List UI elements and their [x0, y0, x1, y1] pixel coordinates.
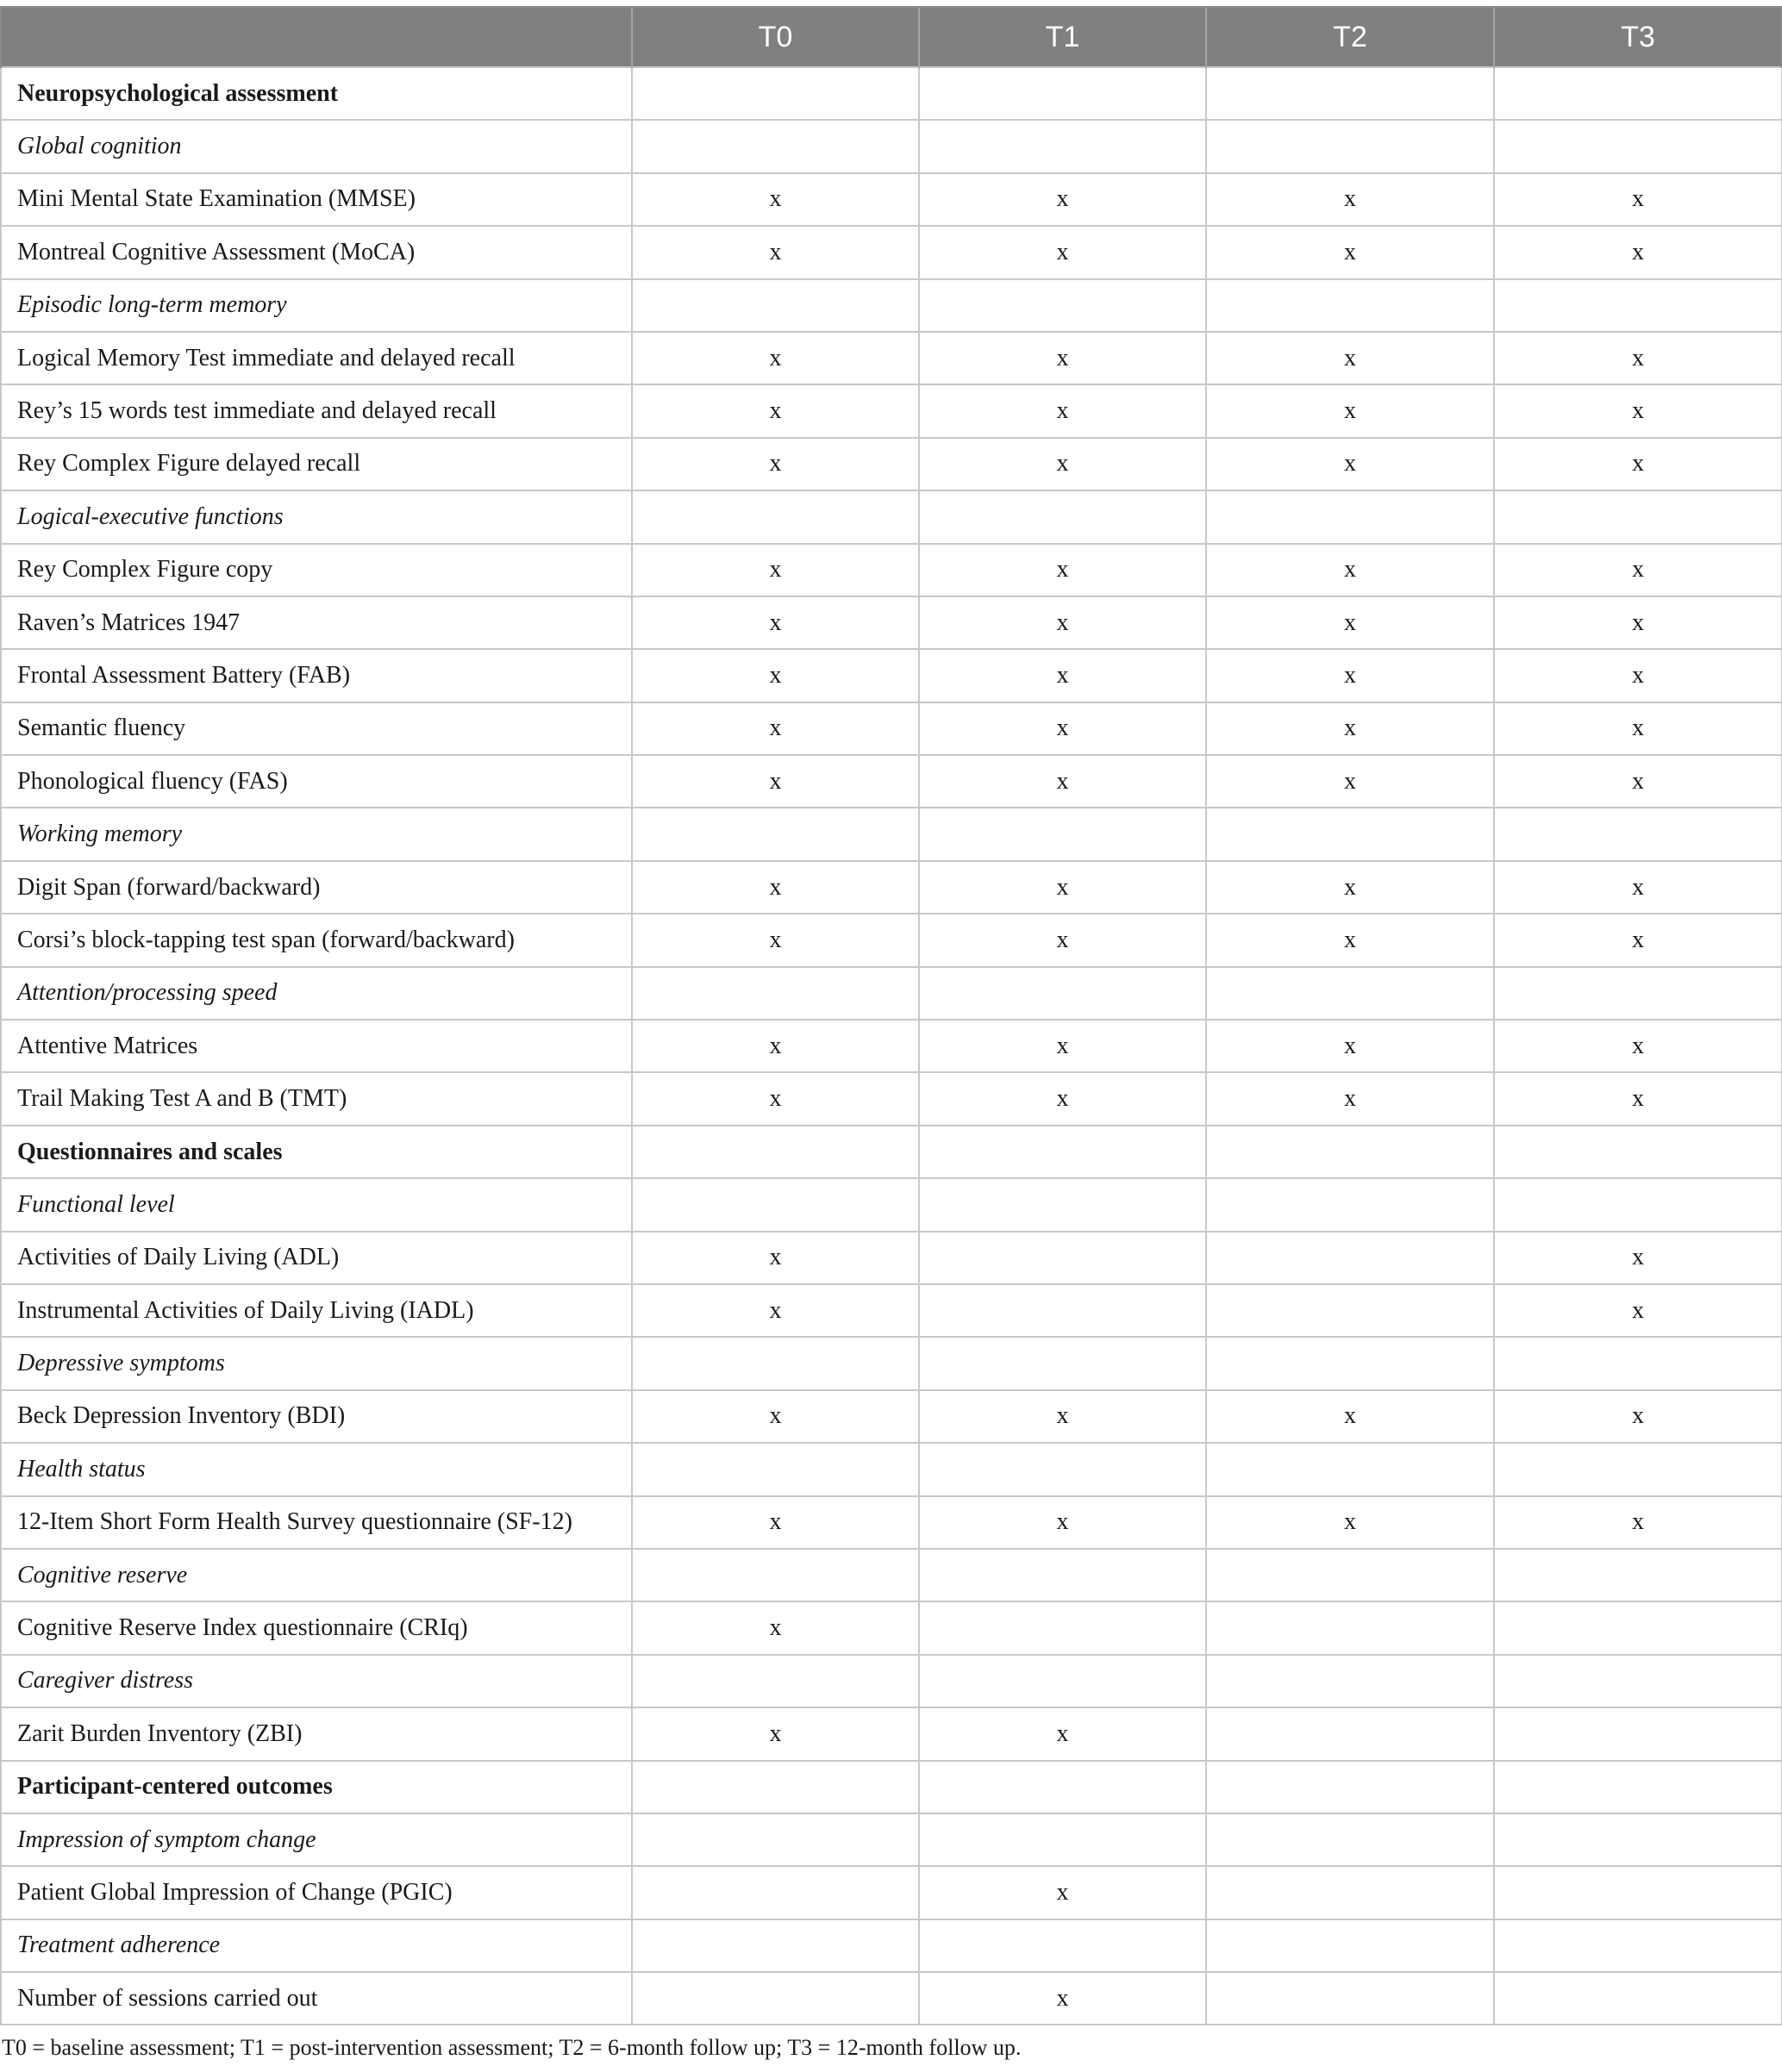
mark-cell-t3: x	[1494, 173, 1782, 226]
mark-cell-t1: x	[919, 438, 1206, 490]
mark-cell-t3	[1494, 1707, 1782, 1760]
mark-cell-t3	[1494, 1813, 1782, 1866]
mark-cell-t2	[1206, 1919, 1494, 1972]
mark-cell-t0: x	[632, 1601, 919, 1654]
mark-cell-t0: x	[632, 914, 919, 966]
section-row	[1, 1761, 1782, 1813]
mark-cell-t1: x	[919, 596, 1206, 649]
mark-cell-t3: x	[1494, 544, 1782, 596]
row-label: Frontal Assessment Battery (FAB)	[1, 649, 632, 702]
row-label: Corsi’s block-tapping test span (forward/backward)	[1, 914, 632, 966]
row-label: Rey Complex Figure copy	[1, 544, 632, 596]
mark-cell-t3	[1494, 1761, 1782, 1813]
subsection-row	[1, 1813, 1782, 1866]
mark-cell-t0: x	[632, 1232, 919, 1284]
mark-cell-t1	[919, 967, 1206, 1020]
mark-cell-t1: x	[919, 1072, 1206, 1125]
assessment-table	[0, 6, 1782, 2025]
mark-cell-t1: x	[919, 755, 1206, 808]
mark-cell-t1	[919, 1919, 1206, 1972]
mark-cell-t3	[1494, 808, 1782, 860]
mark-cell-t2: x	[1206, 173, 1494, 226]
mark-cell-t3: x	[1494, 332, 1782, 384]
subsection-row	[1, 1443, 1782, 1495]
subsection-row	[1, 279, 1782, 332]
mark-cell-t1: x	[919, 226, 1206, 278]
table-row	[1, 544, 1782, 596]
mark-cell-t2	[1206, 808, 1494, 860]
mark-cell-t0	[632, 967, 919, 1020]
mark-cell-t2: x	[1206, 702, 1494, 755]
mark-cell-t2	[1206, 1866, 1494, 1919]
mark-cell-t1: x	[919, 1390, 1206, 1443]
mark-cell-t1	[919, 1655, 1206, 1707]
mark-cell-t2: x	[1206, 861, 1494, 914]
table-row	[1, 1496, 1782, 1549]
subsection-row	[1, 120, 1782, 172]
mark-cell-t0	[632, 1813, 919, 1866]
row-label: Caregiver distress	[1, 1655, 632, 1707]
table-row	[1, 384, 1782, 437]
table-row	[1, 1601, 1782, 1654]
mark-cell-t0	[632, 67, 919, 120]
mark-cell-t2	[1206, 1813, 1494, 1866]
mark-cell-t2	[1206, 1232, 1494, 1284]
mark-cell-t1	[919, 1178, 1206, 1231]
mark-cell-t2: x	[1206, 332, 1494, 384]
mark-cell-t2	[1206, 1126, 1494, 1178]
mark-cell-t3: x	[1494, 702, 1782, 755]
mark-cell-t1: x	[919, 649, 1206, 702]
mark-cell-t2	[1206, 967, 1494, 1020]
subsection-row	[1, 967, 1782, 1020]
subsection-row	[1, 808, 1782, 860]
header-cell-t0: T0	[632, 7, 919, 67]
row-label: Participant-centered outcomes	[1, 1761, 632, 1813]
table-row	[1, 596, 1782, 649]
mark-cell-t2: x	[1206, 1072, 1494, 1125]
table-row	[1, 649, 1782, 702]
mark-cell-t1	[919, 1337, 1206, 1389]
mark-cell-t1: x	[919, 544, 1206, 596]
mark-cell-t3: x	[1494, 1284, 1782, 1337]
mark-cell-t3: x	[1494, 1496, 1782, 1549]
row-label: 12-Item Short Form Health Survey questionnaire (SF-12)	[1, 1496, 632, 1549]
mark-cell-t1	[919, 1761, 1206, 1813]
table-footnote: T0 = baseline assessment; T1 = post-intervention assessment; T2 = 6-month follow up; T3 = 12-month follow up.	[2, 2035, 1022, 2060]
mark-cell-t0: x	[632, 384, 919, 437]
mark-cell-t2	[1206, 67, 1494, 120]
mark-cell-t3	[1494, 120, 1782, 172]
mark-cell-t1	[919, 1813, 1206, 1866]
mark-cell-t3: x	[1494, 755, 1782, 808]
mark-cell-t2	[1206, 1284, 1494, 1337]
table-body	[1, 67, 1782, 2025]
table-row	[1, 173, 1782, 226]
mark-cell-t0	[632, 1126, 919, 1178]
mark-cell-t0: x	[632, 438, 919, 490]
mark-cell-t3: x	[1494, 596, 1782, 649]
mark-cell-t3: x	[1494, 649, 1782, 702]
assessment-schedule	[0, 6, 1782, 2025]
header-cell-t1: T1	[919, 7, 1206, 67]
mark-cell-t3	[1494, 1178, 1782, 1231]
mark-cell-t3	[1494, 1126, 1782, 1178]
mark-cell-t0: x	[632, 173, 919, 226]
row-label: Raven’s Matrices 1947	[1, 596, 632, 649]
mark-cell-t1	[919, 1601, 1206, 1654]
mark-cell-t0: x	[632, 1707, 919, 1760]
mark-cell-t3	[1494, 1919, 1782, 1972]
row-label: Phonological fluency (FAS)	[1, 755, 632, 808]
mark-cell-t0	[632, 1549, 919, 1601]
row-label: Number of sessions carried out	[1, 1972, 632, 2025]
mark-cell-t2: x	[1206, 438, 1494, 490]
section-row	[1, 67, 1782, 120]
subsection-row	[1, 1549, 1782, 1601]
table-row	[1, 1866, 1782, 1919]
mark-cell-t2: x	[1206, 384, 1494, 437]
mark-cell-t2	[1206, 120, 1494, 172]
mark-cell-t0	[632, 1443, 919, 1495]
mark-cell-t3: x	[1494, 384, 1782, 437]
header-cell-t2: T2	[1206, 7, 1494, 67]
mark-cell-t2: x	[1206, 1496, 1494, 1549]
mark-cell-t0: x	[632, 861, 919, 914]
mark-cell-t1	[919, 67, 1206, 120]
mark-cell-t0	[632, 490, 919, 543]
mark-cell-t0	[632, 1919, 919, 1972]
mark-cell-t0	[632, 120, 919, 172]
mark-cell-t1: x	[919, 861, 1206, 914]
mark-cell-t1	[919, 490, 1206, 543]
mark-cell-t0	[632, 1655, 919, 1707]
mark-cell-t1	[919, 1549, 1206, 1601]
subsection-row	[1, 1919, 1782, 1972]
row-label: Impression of symptom change	[1, 1813, 632, 1866]
row-label: Logical-executive functions	[1, 490, 632, 543]
row-label: Rey’s 15 words test immediate and delayed recall	[1, 384, 632, 437]
mark-cell-t1: x	[919, 1020, 1206, 1072]
row-label: Semantic fluency	[1, 702, 632, 755]
mark-cell-t3: x	[1494, 914, 1782, 966]
subsection-row	[1, 490, 1782, 543]
mark-cell-t0: x	[632, 1284, 919, 1337]
mark-cell-t2	[1206, 1601, 1494, 1654]
mark-cell-t1: x	[919, 1496, 1206, 1549]
row-label: Patient Global Impression of Change (PGIC)	[1, 1866, 632, 1919]
mark-cell-t0: x	[632, 1390, 919, 1443]
mark-cell-t1	[919, 279, 1206, 332]
row-label: Treatment adherence	[1, 1919, 632, 1972]
table-row	[1, 914, 1782, 966]
mark-cell-t2: x	[1206, 544, 1494, 596]
table-row	[1, 438, 1782, 490]
mark-cell-t1: x	[919, 1972, 1206, 2025]
mark-cell-t1: x	[919, 173, 1206, 226]
mark-cell-t3: x	[1494, 1232, 1782, 1284]
mark-cell-t0	[632, 1178, 919, 1231]
mark-cell-t0: x	[632, 649, 919, 702]
mark-cell-t1: x	[919, 384, 1206, 437]
row-label: Beck Depression Inventory (BDI)	[1, 1390, 632, 1443]
header-row	[1, 7, 1782, 67]
mark-cell-t2: x	[1206, 596, 1494, 649]
table-row	[1, 1072, 1782, 1125]
mark-cell-t3: x	[1494, 1020, 1782, 1072]
mark-cell-t2	[1206, 1707, 1494, 1760]
row-label: Attentive Matrices	[1, 1020, 632, 1072]
mark-cell-t3: x	[1494, 226, 1782, 278]
mark-cell-t3	[1494, 490, 1782, 543]
mark-cell-t0	[632, 279, 919, 332]
row-label: Depressive symptoms	[1, 1337, 632, 1389]
mark-cell-t3	[1494, 967, 1782, 1020]
mark-cell-t0: x	[632, 755, 919, 808]
mark-cell-t0: x	[632, 226, 919, 278]
mark-cell-t3	[1494, 67, 1782, 120]
row-label: Trail Making Test A and B (TMT)	[1, 1072, 632, 1125]
mark-cell-t2	[1206, 1972, 1494, 2025]
mark-cell-t0	[632, 1972, 919, 2025]
mark-cell-t1	[919, 1232, 1206, 1284]
mark-cell-t3	[1494, 1972, 1782, 2025]
mark-cell-t0: x	[632, 1020, 919, 1072]
row-label: Attention/processing speed	[1, 967, 632, 1020]
row-label: Functional level	[1, 1178, 632, 1231]
mark-cell-t0: x	[632, 1072, 919, 1125]
mark-cell-t0: x	[632, 1496, 919, 1549]
table-row	[1, 1390, 1782, 1443]
mark-cell-t2	[1206, 490, 1494, 543]
row-label: Global cognition	[1, 120, 632, 172]
row-label: Neuropsychological assessment	[1, 67, 632, 120]
row-label: Logical Memory Test immediate and delayed recall	[1, 332, 632, 384]
subsection-row	[1, 1178, 1782, 1231]
header-cell-t3: T3	[1494, 7, 1782, 67]
mark-cell-t2: x	[1206, 1390, 1494, 1443]
mark-cell-t0: x	[632, 544, 919, 596]
mark-cell-t2	[1206, 279, 1494, 332]
mark-cell-t1	[919, 120, 1206, 172]
row-label: Questionnaires and scales	[1, 1126, 632, 1178]
row-label: Montreal Cognitive Assessment (MoCA)	[1, 226, 632, 278]
mark-cell-t1	[919, 1284, 1206, 1337]
table-row	[1, 755, 1782, 808]
mark-cell-t3	[1494, 1549, 1782, 1601]
row-label: Instrumental Activities of Daily Living (IADL)	[1, 1284, 632, 1337]
table-row	[1, 332, 1782, 384]
mark-cell-t2: x	[1206, 914, 1494, 966]
mark-cell-t2	[1206, 1761, 1494, 1813]
mark-cell-t2: x	[1206, 1020, 1494, 1072]
row-label: Activities of Daily Living (ADL)	[1, 1232, 632, 1284]
row-label: Rey Complex Figure delayed recall	[1, 438, 632, 490]
mark-cell-t2: x	[1206, 226, 1494, 278]
mark-cell-t3	[1494, 279, 1782, 332]
mark-cell-t2	[1206, 1337, 1494, 1389]
mark-cell-t1: x	[919, 332, 1206, 384]
row-label: Digit Span (forward/backward)	[1, 861, 632, 914]
table-row	[1, 1707, 1782, 1760]
mark-cell-t1	[919, 1126, 1206, 1178]
row-label: Cognitive Reserve Index questionnaire (CRIq)	[1, 1601, 632, 1654]
mark-cell-t1	[919, 1443, 1206, 1495]
mark-cell-t2	[1206, 1549, 1494, 1601]
row-label: Zarit Burden Inventory (ZBI)	[1, 1707, 632, 1760]
table-row	[1, 1232, 1782, 1284]
table-header	[1, 7, 1782, 67]
mark-cell-t3: x	[1494, 1072, 1782, 1125]
mark-cell-t3: x	[1494, 861, 1782, 914]
subsection-row	[1, 1337, 1782, 1389]
row-label: Health status	[1, 1443, 632, 1495]
table-row	[1, 1020, 1782, 1072]
mark-cell-t3: x	[1494, 438, 1782, 490]
mark-cell-t0: x	[632, 332, 919, 384]
subsection-row	[1, 1655, 1782, 1707]
table-row	[1, 1284, 1782, 1337]
mark-cell-t1: x	[919, 1866, 1206, 1919]
row-label: Cognitive reserve	[1, 1549, 632, 1601]
mark-cell-t0	[632, 1866, 919, 1919]
mark-cell-t2: x	[1206, 755, 1494, 808]
table-row	[1, 226, 1782, 278]
table-row	[1, 702, 1782, 755]
table-row	[1, 1972, 1782, 2025]
mark-cell-t2	[1206, 1443, 1494, 1495]
mark-cell-t3	[1494, 1601, 1782, 1654]
mark-cell-t0	[632, 1337, 919, 1389]
mark-cell-t1: x	[919, 1707, 1206, 1760]
mark-cell-t0: x	[632, 702, 919, 755]
header-cell-measure	[1, 7, 632, 67]
mark-cell-t3	[1494, 1443, 1782, 1495]
mark-cell-t3	[1494, 1655, 1782, 1707]
mark-cell-t1: x	[919, 914, 1206, 966]
row-label: Working memory	[1, 808, 632, 860]
section-row	[1, 1126, 1782, 1178]
mark-cell-t1: x	[919, 702, 1206, 755]
mark-cell-t0	[632, 1761, 919, 1813]
mark-cell-t0	[632, 808, 919, 860]
mark-cell-t0: x	[632, 596, 919, 649]
mark-cell-t2: x	[1206, 649, 1494, 702]
mark-cell-t2	[1206, 1178, 1494, 1231]
mark-cell-t3	[1494, 1866, 1782, 1919]
mark-cell-t1	[919, 808, 1206, 860]
row-label: Mini Mental State Examination (MMSE)	[1, 173, 632, 226]
mark-cell-t2	[1206, 1655, 1494, 1707]
mark-cell-t3	[1494, 1337, 1782, 1389]
row-label: Episodic long-term memory	[1, 279, 632, 332]
mark-cell-t3: x	[1494, 1390, 1782, 1443]
table-row	[1, 861, 1782, 914]
